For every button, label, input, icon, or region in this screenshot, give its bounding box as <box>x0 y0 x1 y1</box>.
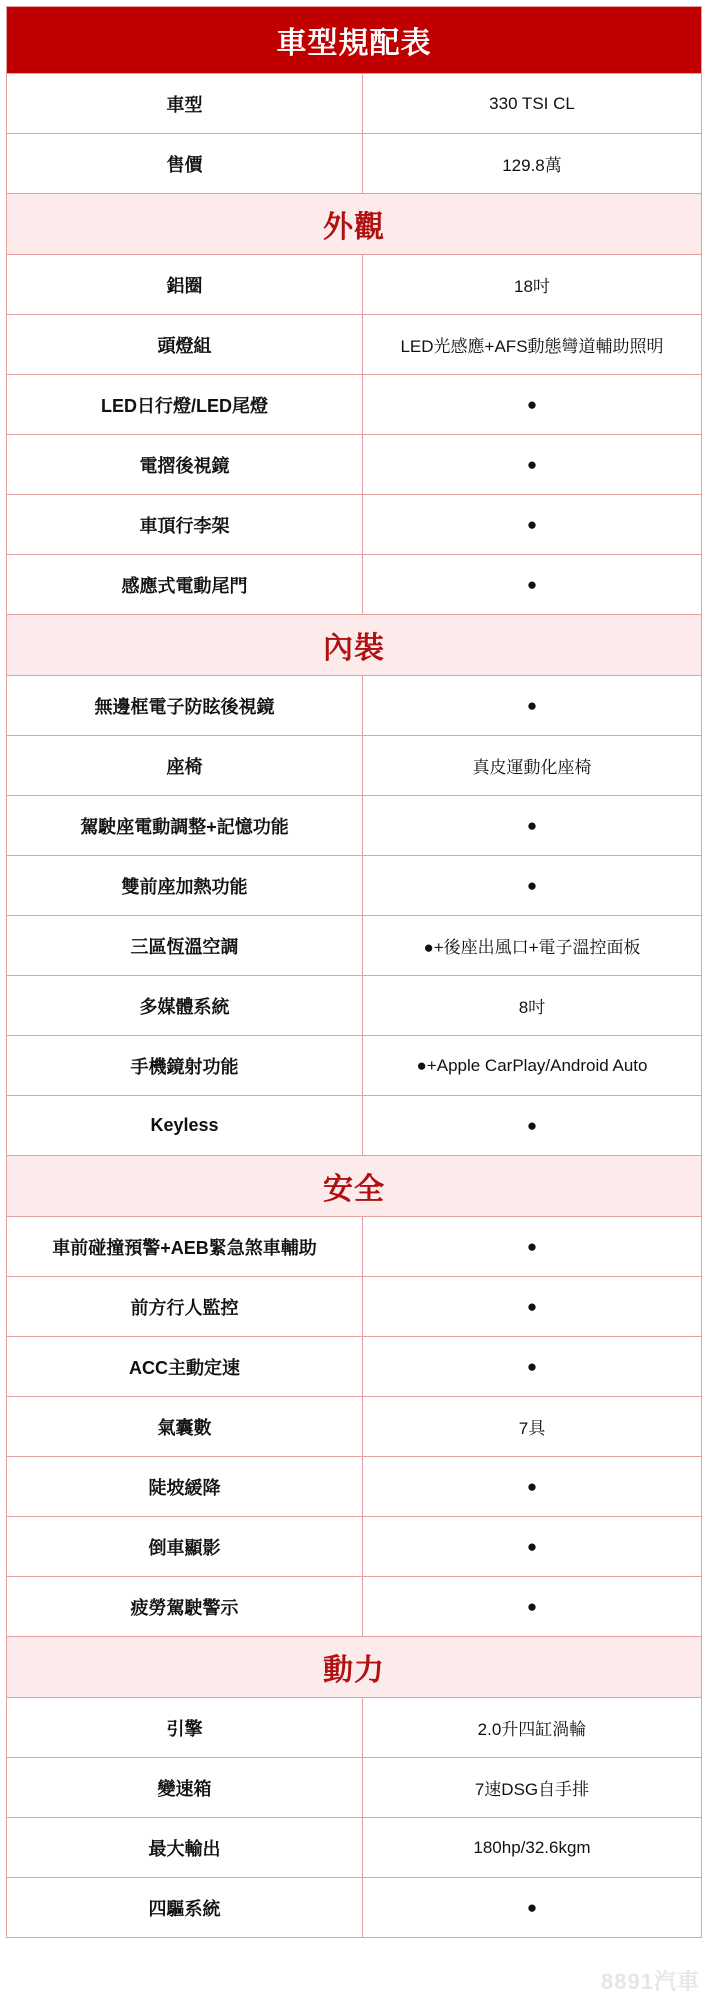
row-value: 2.0升四缸渦輪 <box>477 1720 587 1739</box>
table-row <box>7 1396 701 1456</box>
section-header-powertrain: 動力 <box>7 1636 701 1697</box>
row-label: 氣囊數 <box>7 1397 363 1456</box>
section-header-safety: 安全 <box>7 1155 701 1216</box>
row-label: 引擎 <box>7 1698 363 1757</box>
table-row <box>7 1095 701 1155</box>
row-label: 三區恆溫空調 <box>7 916 363 975</box>
row-value: ●+Apple CarPlay/Android Auto <box>416 1055 648 1075</box>
table-row <box>7 554 701 614</box>
row-value: ● <box>526 1356 538 1376</box>
row-value: ●+後座出風口+電子溫控面板 <box>423 938 641 957</box>
row-label: 車頂行李架 <box>7 495 363 554</box>
row-value: 8吋 <box>518 998 546 1017</box>
row-label: 雙前座加熱功能 <box>7 856 363 915</box>
table-row <box>7 1035 701 1095</box>
row-label: 電摺後視鏡 <box>7 435 363 494</box>
table-row <box>7 494 701 554</box>
row-label: 手機鏡射功能 <box>7 1036 363 1095</box>
table-row <box>7 1456 701 1516</box>
table-row <box>7 1817 701 1877</box>
row-label: Keyless <box>7 1096 363 1155</box>
section-header-exterior: 外觀 <box>7 193 701 254</box>
row-value: ● <box>526 1476 538 1496</box>
row-value: ● <box>526 815 538 835</box>
row-label: 最大輸出 <box>7 1818 363 1877</box>
row-label: LED日行燈/LED尾燈 <box>7 375 363 434</box>
table-row <box>7 975 701 1035</box>
row-value: ● <box>526 1115 538 1135</box>
row-label: 駕駛座電動調整+記憶功能 <box>7 796 363 855</box>
row-label: 倒車顯影 <box>7 1517 363 1576</box>
row-value: 180hp/32.6kgm <box>473 1837 591 1857</box>
row-label: 鋁圈 <box>7 255 363 314</box>
row-value: ● <box>526 394 538 414</box>
table-row <box>7 735 701 795</box>
row-label: 疲勞駕駛警示 <box>7 1577 363 1636</box>
row-label: 頭燈組 <box>7 315 363 374</box>
row-label: 座椅 <box>7 736 363 795</box>
table-row <box>7 675 701 735</box>
row-value: ● <box>526 514 538 534</box>
row-value: ● <box>526 1536 538 1556</box>
section-header-interior: 內裝 <box>7 614 701 675</box>
table-row <box>7 1757 701 1817</box>
table-row <box>7 1336 701 1396</box>
row-value: ● <box>526 695 538 715</box>
row-value: 7速DSG自手排 <box>474 1780 590 1799</box>
row-value: ● <box>526 1897 538 1917</box>
row-value: ● <box>526 454 538 474</box>
row-label: 售價 <box>7 134 363 193</box>
row-label: 前方行人監控 <box>7 1277 363 1336</box>
row-label: 無邊框電子防眩後視鏡 <box>7 676 363 735</box>
row-value: 129.8萬 <box>502 156 562 175</box>
table-row <box>7 1516 701 1576</box>
table-row <box>7 1216 701 1276</box>
row-label: 四驅系統 <box>7 1878 363 1937</box>
row-value: ● <box>526 1236 538 1256</box>
row-value: ● <box>526 1596 538 1616</box>
table-row <box>7 1697 701 1757</box>
row-value: ● <box>526 574 538 594</box>
spec-table <box>6 6 702 1938</box>
row-value: 7具 <box>518 1419 546 1438</box>
row-label: ACC主動定速 <box>7 1337 363 1396</box>
row-label: 車前碰撞預警+AEB緊急煞車輔助 <box>7 1217 363 1276</box>
table-row <box>7 1576 701 1636</box>
row-value: ● <box>526 875 538 895</box>
row-label: 陡坡緩降 <box>7 1457 363 1516</box>
table-title: 車型規配表 <box>7 7 701 73</box>
row-label: 感應式電動尾門 <box>7 555 363 614</box>
table-row <box>7 855 701 915</box>
table-row <box>7 434 701 494</box>
row-label: 多媒體系統 <box>7 976 363 1035</box>
table-row <box>7 1877 701 1937</box>
row-value: LED光感應+AFS動態彎道輔助照明 <box>400 337 664 356</box>
table-row <box>7 915 701 975</box>
table-row-model <box>7 73 701 133</box>
table-row-price <box>7 133 701 193</box>
row-value: 330 TSI CL <box>489 93 575 113</box>
table-row <box>7 254 701 314</box>
row-value: 18吋 <box>514 277 550 296</box>
row-value: 真皮運動化座椅 <box>472 758 592 777</box>
table-row <box>7 314 701 374</box>
table-row <box>7 374 701 434</box>
row-label: 車型 <box>7 74 363 133</box>
watermark-logo: 8891汽車 <box>601 1969 700 1994</box>
table-row <box>7 795 701 855</box>
table-row <box>7 1276 701 1336</box>
row-label: 變速箱 <box>7 1758 363 1817</box>
row-value: ● <box>526 1296 538 1316</box>
